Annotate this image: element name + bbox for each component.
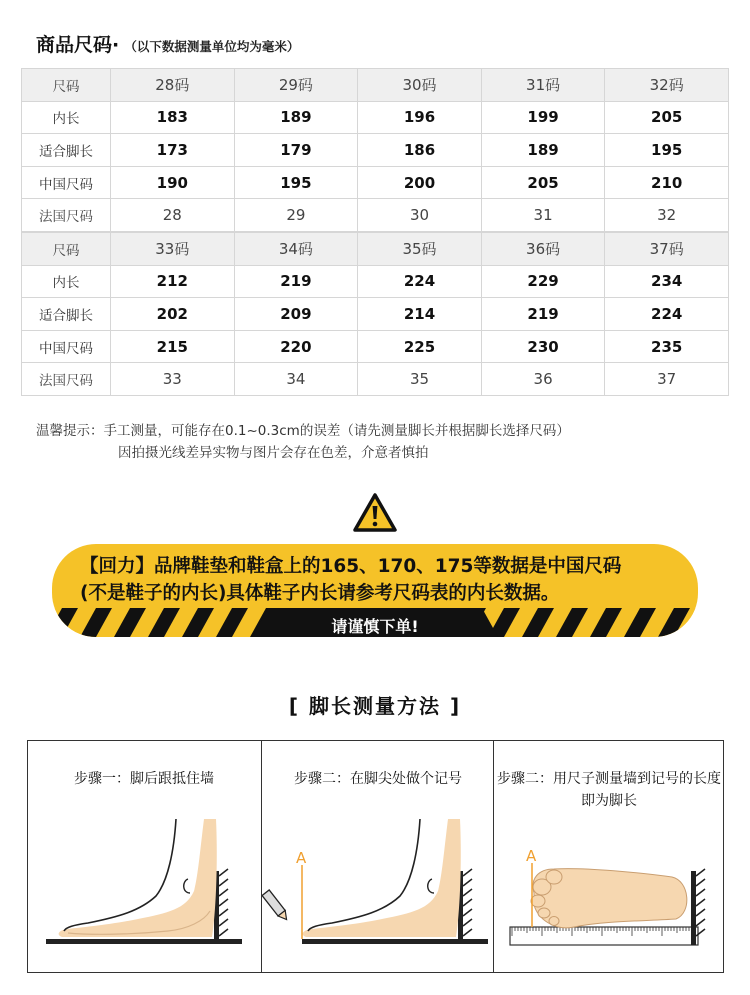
size-value-cell: 219	[481, 298, 605, 331]
banner-text	[80, 553, 621, 607]
size-row	[22, 330, 729, 363]
size-value-cell: 224	[605, 298, 729, 331]
page-header	[36, 30, 299, 57]
size-value-cell: 28	[111, 199, 235, 232]
size-value-cell: 229	[481, 265, 605, 298]
size-row	[22, 363, 729, 396]
size-header-cell: 尺码	[22, 233, 111, 266]
pencil-icon	[262, 890, 290, 922]
size-header-cell: 34码	[234, 233, 358, 266]
size-value-cell: 36	[481, 363, 605, 396]
size-row-label: 中国尺码	[22, 330, 111, 363]
size-value-cell: 209	[234, 298, 358, 331]
step-2-caption: 步骤二：在脚尖处做个记号	[294, 771, 462, 787]
size-header-cell: 31码	[481, 69, 605, 102]
size-value-cell: 35	[358, 363, 482, 396]
size-value-cell: 200	[358, 166, 482, 199]
size-value-cell: 179	[234, 134, 358, 167]
ruler	[510, 927, 698, 945]
step-1-panel	[28, 741, 260, 972]
size-header-cell: 33码	[111, 233, 235, 266]
size-value-cell: 189	[481, 134, 605, 167]
size-row	[22, 134, 729, 167]
foot-mark-illustration	[262, 741, 494, 972]
size-table-2	[21, 232, 729, 396]
size-value-cell: 30	[358, 199, 482, 232]
step-3-marker: A	[526, 847, 537, 865]
step-2-marker: A	[296, 849, 307, 867]
page-title: 商品尺码·	[36, 34, 120, 56]
tip-line-1: 温馨提示：手工测量，可能存在0.1~0.3cm的误差（请先测量脚长并根据脚长选择尺码）	[36, 423, 570, 439]
size-row	[22, 298, 729, 331]
size-value-cell: 224	[358, 265, 482, 298]
size-value-cell: 189	[234, 101, 358, 134]
tips	[36, 420, 570, 464]
size-row	[22, 166, 729, 199]
size-value-cell: 32	[605, 199, 729, 232]
size-header-cell: 尺码	[22, 69, 111, 102]
size-header-row	[22, 69, 729, 102]
size-value-cell: 225	[358, 330, 482, 363]
size-value-cell: 34	[234, 363, 358, 396]
step-3-caption: 步骤二：用尺子测量墙到记号的长度即为脚长	[497, 771, 721, 809]
size-value-cell: 195	[234, 166, 358, 199]
size-value-cell: 186	[358, 134, 482, 167]
size-header-cell: 30码	[358, 69, 482, 102]
size-row-label: 法国尺码	[22, 199, 111, 232]
size-row-label: 适合脚长	[22, 134, 111, 167]
size-value-cell: 205	[605, 101, 729, 134]
size-value-cell: 215	[111, 330, 235, 363]
size-row-label: 适合脚长	[22, 298, 111, 331]
method-panels	[27, 740, 724, 973]
size-value-cell: 214	[358, 298, 482, 331]
warning-icon	[352, 492, 398, 534]
ruler-measure-illustration	[494, 741, 724, 972]
size-value-cell: 33	[111, 363, 235, 396]
banner-line-2: (不是鞋子的内长)具体鞋子内长请参考尺码表的内长数据。	[80, 583, 560, 604]
size-value-cell: 199	[481, 101, 605, 134]
size-value-cell: 173	[111, 134, 235, 167]
size-row	[22, 265, 729, 298]
size-row	[22, 199, 729, 232]
size-header-cell: 29码	[234, 69, 358, 102]
size-header-cell: 37码	[605, 233, 729, 266]
size-value-cell: 195	[605, 134, 729, 167]
unit-note: （以下数据测量单位均为毫米）	[124, 39, 300, 54]
tip-line-2: 因拍摄光线差异实物与图片会存在色差，介意者慎拍	[118, 445, 429, 461]
size-header-cell: 35码	[358, 233, 482, 266]
size-header-cell: 36码	[481, 233, 605, 266]
size-row-label: 内长	[22, 101, 111, 134]
size-row-label: 内长	[22, 265, 111, 298]
size-value-cell: 183	[111, 101, 235, 134]
size-value-cell: 220	[234, 330, 358, 363]
size-value-cell: 219	[234, 265, 358, 298]
size-header-cell: 28码	[111, 69, 235, 102]
banner-line-1: 【回力】品牌鞋垫和鞋盒上的165、170、175等数据是中国尺码	[80, 556, 622, 577]
size-value-cell: 31	[481, 199, 605, 232]
banner-caution: 请谨慎下单!	[331, 617, 419, 636]
size-header-row	[22, 233, 729, 266]
size-row	[22, 101, 729, 134]
step-2-panel	[261, 741, 494, 972]
size-value-cell: 37	[605, 363, 729, 396]
size-value-cell: 234	[605, 265, 729, 298]
step-1-caption: 步骤一：脚后跟抵住墙	[74, 771, 214, 787]
size-value-cell: 190	[111, 166, 235, 199]
size-table-1	[21, 68, 729, 232]
size-value-cell: 196	[358, 101, 482, 134]
size-header-cell: 32码	[605, 69, 729, 102]
size-value-cell: 230	[481, 330, 605, 363]
size-value-cell: 235	[605, 330, 729, 363]
size-value-cell: 202	[111, 298, 235, 331]
size-value-cell: 205	[481, 166, 605, 199]
size-value-cell: 29	[234, 199, 358, 232]
size-row-label: 法国尺码	[22, 363, 111, 396]
method-title: [ 脚长测量方法 ]	[288, 694, 462, 718]
size-value-cell: 212	[111, 265, 235, 298]
foot-heel-illustration	[28, 741, 260, 972]
step-3-panel	[493, 741, 724, 972]
size-value-cell: 210	[605, 166, 729, 199]
size-row-label: 中国尺码	[22, 166, 111, 199]
